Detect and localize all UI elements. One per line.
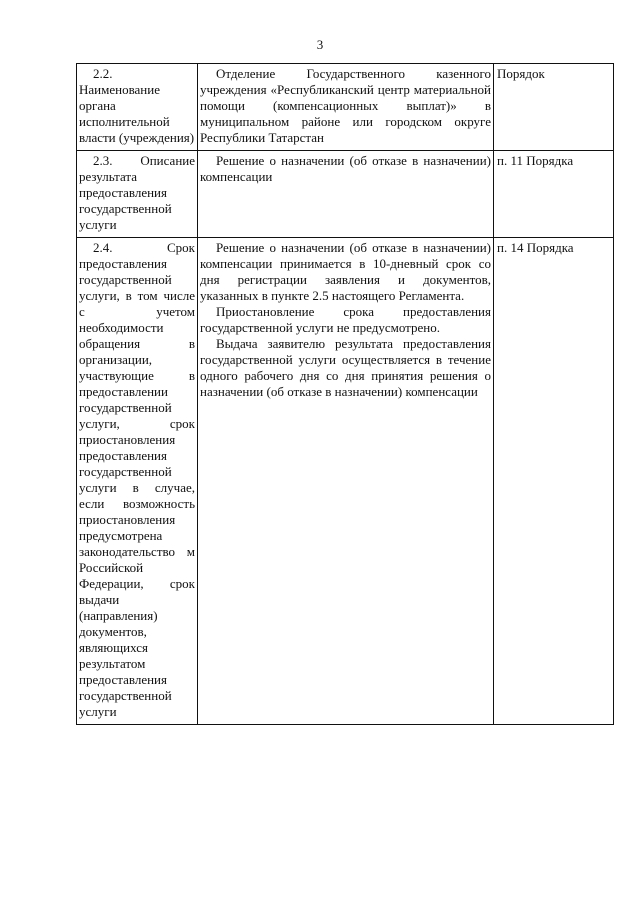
row-reference: Порядок xyxy=(497,66,545,81)
row-content-cell xyxy=(198,238,494,725)
row-name-cell xyxy=(77,238,198,725)
row-name: 2.2. Наименование органа исполнительной власти (учреждения) xyxy=(79,66,195,145)
content-paragraph: Выдача заявителю результата предоставления государственной услуги осуществляется в течение одного рабочего дня со дня принятия решения о назначении (об отказе в назначении) компенсации xyxy=(200,336,491,399)
row-name: 2.4. Срок предоставления государственной услуги, в том числе с учетом необходимости обращения в организации, участвующие в предоставлении государственной услуги, срок приостановления предоставления государственной услуги в случае, если возможность приостановления предусмотрена законодательство м Российской Федерации, срок выдачи (направления) документов, являющихся результатом предоставления государственной услуги xyxy=(79,240,195,719)
row-name-cell xyxy=(77,64,198,151)
content-paragraph: Отделение Государственного казенного учреждения «Республиканский центр материальной помощи (компенсационных выплат)» в муниципальном районе или городском округе Республики Татарстан xyxy=(200,66,491,145)
content-paragraph: Приостановление срока предоставления государственной услуги не предусмотрено. xyxy=(200,304,491,335)
content-paragraph: Решение о назначении (об отказе в назначении) компенсации принимается в 10-дневный срок со дня регистрации заявления и документов, указанных в пункте 2.5 настоящего Регламента. xyxy=(200,240,491,303)
row-name-cell xyxy=(77,151,198,238)
row-content-cell xyxy=(198,64,494,151)
row-content-cell xyxy=(198,151,494,238)
row-reference: п. 11 Порядка xyxy=(497,153,574,168)
row-reference: п. 14 Порядка xyxy=(497,240,574,255)
row-reference-cell xyxy=(494,151,614,238)
table-row xyxy=(77,151,614,238)
row-reference-cell xyxy=(494,64,614,151)
table-row xyxy=(77,238,614,725)
regulation-table xyxy=(76,63,614,725)
row-name: 2.3. Описание результата предоставления государственной услуги xyxy=(79,153,195,232)
page-number: 3 xyxy=(316,37,324,52)
content-paragraph: Решение о назначении (об отказе в назначении) компенсации xyxy=(200,153,491,184)
row-reference-cell xyxy=(494,238,614,725)
table-row xyxy=(77,64,614,151)
